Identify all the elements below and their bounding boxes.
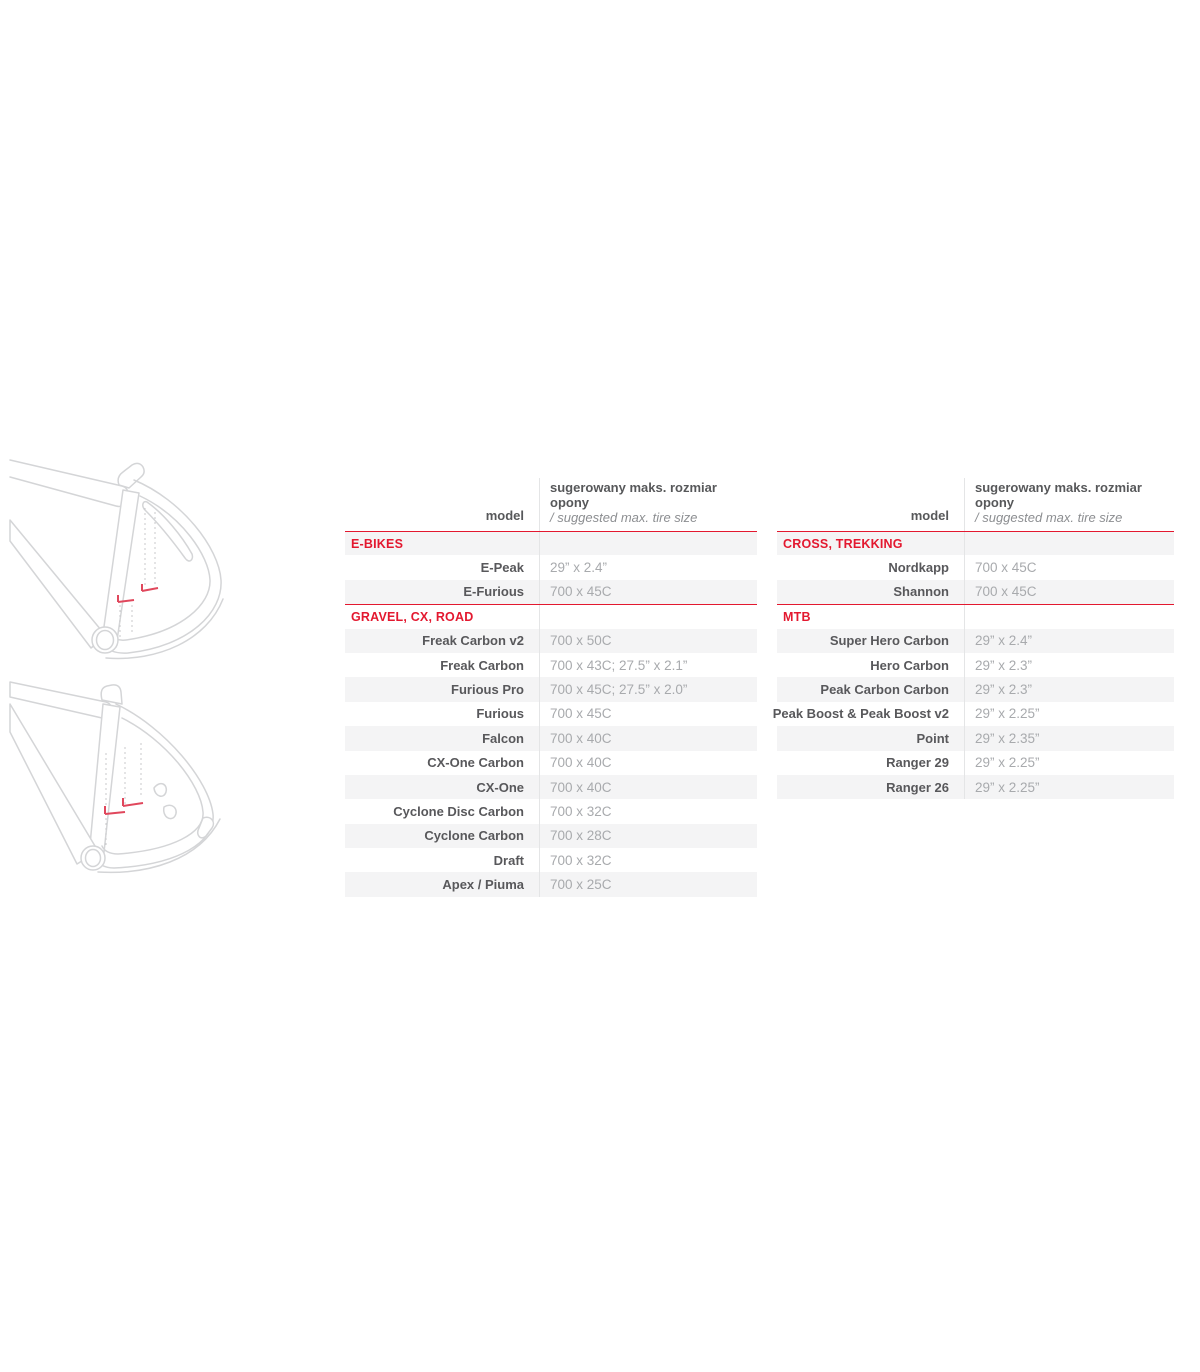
model-name: Super Hero Carbon <box>777 629 965 653</box>
tire-size-value: 700 x 50C <box>550 633 612 649</box>
model-name: Freak Carbon <box>345 653 540 677</box>
tire-size-value: 29” x 2.4” <box>550 560 608 576</box>
tire-size-value: 700 x 45C <box>550 706 612 722</box>
table-row <box>777 580 1174 604</box>
model-name: Ranger 29 <box>777 751 965 775</box>
model-name: E-Furious <box>345 580 540 604</box>
tire-size-value: 700 x 32C <box>550 803 612 819</box>
table-row <box>345 726 757 750</box>
table-row <box>777 726 1174 750</box>
tire-size-value: 29” x 2.3” <box>975 657 1033 673</box>
section-header-row <box>345 604 757 628</box>
tire-size-table-right <box>772 478 1174 799</box>
table-row <box>772 702 1174 726</box>
model-label: model <box>910 508 949 523</box>
section-empty-cell <box>965 605 1174 628</box>
table-row <box>345 751 757 775</box>
section-title: CROSS, TREKKING <box>777 532 965 555</box>
tire-size-value: 29” x 2.25” <box>975 706 1040 722</box>
model-label: model <box>485 508 524 523</box>
frame-illustration-road <box>6 450 238 679</box>
table-rows <box>345 531 757 897</box>
tire-size-value: 700 x 45C <box>550 584 612 600</box>
table-row <box>345 629 757 653</box>
model-name: Nordkapp <box>777 555 965 579</box>
table-row <box>777 629 1174 653</box>
model-name: Peak Boost & Peak Boost v2 <box>777 702 965 726</box>
model-name: Falcon <box>345 726 540 750</box>
model-name: Peak Carbon Carbon <box>777 677 965 701</box>
tire-column-header <box>965 480 1174 531</box>
model-name: Cyclone Carbon <box>345 824 540 848</box>
tire-label-en: / suggested max. tire size <box>975 510 1123 525</box>
table-row <box>345 799 757 823</box>
table-row <box>345 848 757 872</box>
model-name: CX-One <box>345 775 540 799</box>
table-row <box>777 653 1174 677</box>
tire-label-pl: sugerowany maks. rozmiar opony <box>550 480 717 510</box>
section-title: GRAVEL, CX, ROAD <box>345 605 540 628</box>
table-row <box>345 775 757 799</box>
tire-size-value: 700 x 45C; 27.5” x 2.0” <box>550 682 688 698</box>
model-name: Draft <box>345 848 540 872</box>
tire-size-value: 29” x 2.25” <box>975 755 1040 771</box>
model-name: Shannon <box>777 580 965 604</box>
table-row <box>345 677 757 701</box>
model-name: Furious Pro <box>345 677 540 701</box>
table-row <box>777 775 1174 799</box>
tire-size-table-left <box>345 478 757 897</box>
tire-size-value: 700 x 40C <box>550 755 612 771</box>
tire-size-value: 29” x 2.4” <box>975 633 1033 649</box>
tire-size-value: 700 x 45C <box>975 560 1037 576</box>
table-row <box>345 555 757 579</box>
model-column-header <box>345 478 540 531</box>
table-header <box>345 478 757 531</box>
table-row <box>345 653 757 677</box>
table-header <box>777 478 1174 531</box>
model-name: Cyclone Disc Carbon <box>345 799 540 823</box>
section-header-row <box>777 604 1174 628</box>
section-empty-cell <box>540 605 757 628</box>
section-empty-cell <box>965 532 1174 555</box>
frame-illustration-mtb <box>6 646 243 893</box>
tire-size-value: 29” x 2.35” <box>975 730 1040 746</box>
section-title: MTB <box>777 605 965 628</box>
model-name: CX-One Carbon <box>345 751 540 775</box>
model-name: Ranger 26 <box>777 775 965 799</box>
table-row <box>345 872 757 896</box>
table-row <box>777 751 1174 775</box>
tire-size-value: 700 x 40C <box>550 730 612 746</box>
table-row <box>345 824 757 848</box>
model-name: Freak Carbon v2 <box>345 629 540 653</box>
section-header-row <box>345 531 757 555</box>
tire-size-value: 700 x 32C <box>550 852 612 868</box>
section-title: E-BIKES <box>345 532 540 555</box>
model-name: E-Peak <box>345 555 540 579</box>
model-name: Furious <box>345 702 540 726</box>
table-row <box>777 555 1174 579</box>
table-row <box>345 580 757 604</box>
section-empty-cell <box>540 532 757 555</box>
table-row <box>345 702 757 726</box>
tire-size-value: 29” x 2.25” <box>975 779 1040 795</box>
tire-size-value: 700 x 25C <box>550 877 612 893</box>
tire-size-value: 700 x 45C <box>975 584 1037 600</box>
tire-size-value: 700 x 28C <box>550 828 612 844</box>
table-row <box>777 677 1174 701</box>
model-name: Point <box>777 726 965 750</box>
tire-column-header <box>540 480 757 531</box>
tire-label-pl: sugerowany maks. rozmiar opony <box>975 480 1142 510</box>
model-column-header <box>777 478 965 531</box>
section-header-row <box>777 531 1174 555</box>
tire-size-value: 29” x 2.3” <box>975 682 1033 698</box>
model-name: Apex / Piuma <box>345 872 540 896</box>
tire-label-en: / suggested max. tire size <box>550 510 698 525</box>
tire-size-value: 700 x 40C <box>550 779 612 795</box>
model-name: Hero Carbon <box>777 653 965 677</box>
table-rows <box>772 531 1174 799</box>
tire-size-value: 700 x 43C; 27.5” x 2.1” <box>550 657 688 673</box>
